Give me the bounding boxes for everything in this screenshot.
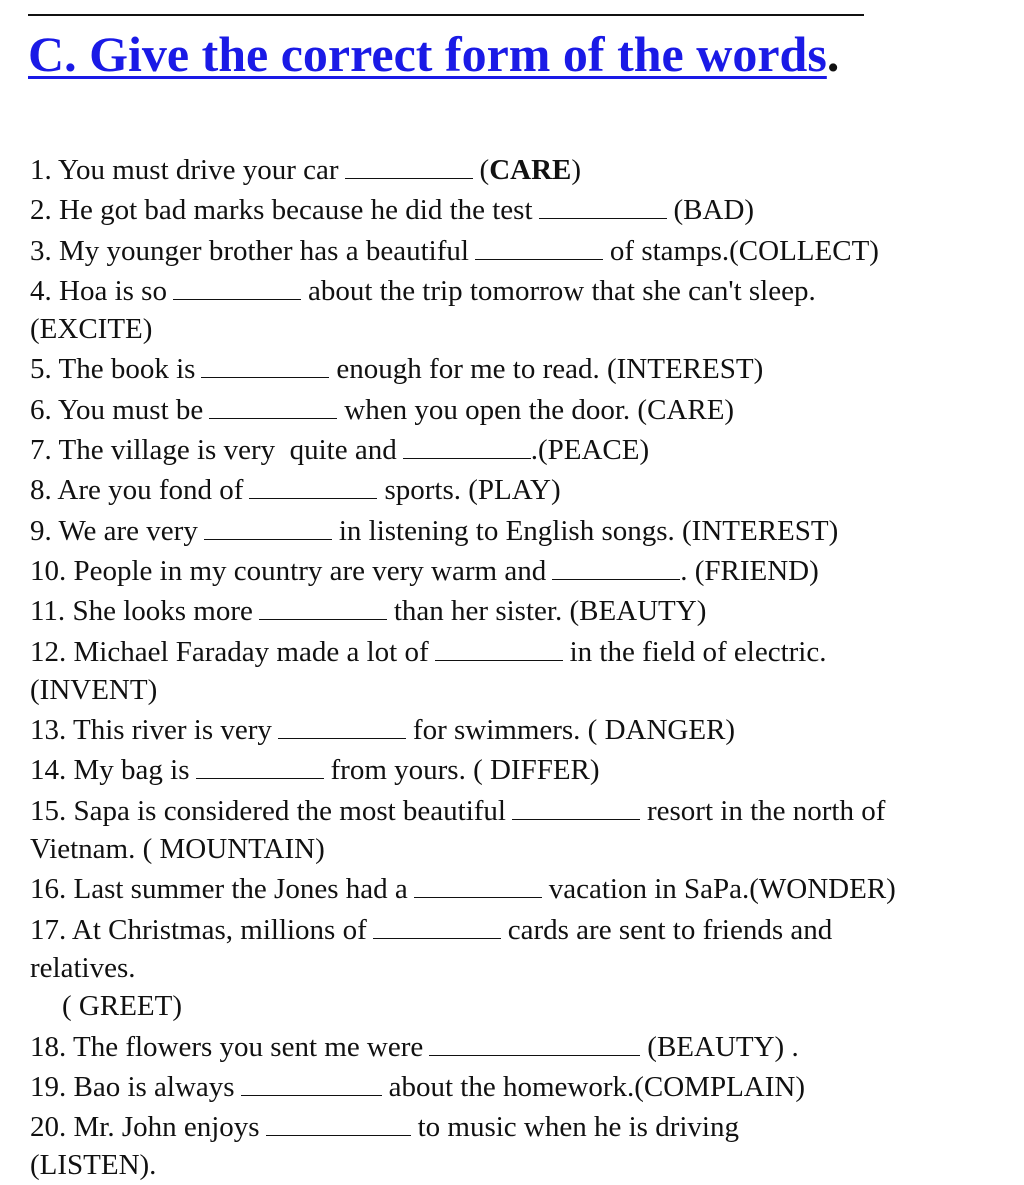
- item-text-before: My younger brother has a beautiful: [59, 234, 469, 267]
- answer-blank[interactable]: [435, 631, 563, 661]
- item-text-before: People in my country are very warm and: [73, 554, 547, 587]
- exercise-item-20-continued: [30, 1146, 1010, 1184]
- exercise-item-5: [30, 348, 1010, 388]
- item-number: 7.: [30, 434, 52, 467]
- item-text-after: .(PEACE): [530, 434, 650, 467]
- answer-blank[interactable]: [173, 270, 301, 300]
- item-text-after: than her sister. (BEAUTY): [393, 595, 707, 628]
- item-number: 18.: [30, 1030, 67, 1063]
- item-text-after: (BAD): [673, 194, 755, 227]
- root-word: CARE: [489, 154, 572, 186]
- exercise-item-4-continued: [30, 310, 1010, 348]
- exercise-item-2: [30, 189, 1010, 229]
- section-title: C. Give the correct form of the words: [28, 26, 827, 82]
- section-heading: [28, 22, 839, 86]
- item-number: 4.: [30, 274, 52, 307]
- answer-blank[interactable]: [414, 868, 542, 898]
- item-text-after: from yours. ( DIFFER): [330, 754, 600, 787]
- item-number: 2.: [30, 194, 52, 227]
- item-text-after: in listening to English songs. (INTEREST): [338, 514, 839, 547]
- answer-blank[interactable]: [512, 790, 640, 820]
- top-divider: [28, 14, 864, 16]
- exercise-item-17-continued: [30, 949, 1010, 987]
- item-text-cont: ( GREET): [62, 990, 182, 1023]
- answer-blank[interactable]: [552, 550, 680, 580]
- exercise-list: [30, 149, 1010, 1185]
- item-number: 15.: [30, 794, 67, 827]
- item-text-before: Hoa is so: [59, 274, 167, 307]
- item-text-after: when you open the door. (CARE): [344, 393, 735, 426]
- exercise-item-1: 1. You must drive your car (CARE): [30, 149, 1010, 189]
- item-text-before: The flowers you sent me were: [72, 1030, 424, 1063]
- item-text-before: He got bad marks because he did the test: [59, 194, 533, 227]
- item-text-cont: (LISTEN).: [30, 1149, 157, 1182]
- item-number: 13.: [30, 714, 67, 747]
- item-text-before: You must be: [57, 393, 204, 426]
- item-text-cont: relatives.: [30, 951, 136, 984]
- exercise-item-16: [30, 868, 1010, 908]
- item-text-cont: Vietnam. ( MOUNTAIN): [30, 833, 325, 866]
- answer-blank[interactable]: [373, 909, 501, 939]
- item-text-before: She looks more: [72, 595, 253, 628]
- item-text-before: The village is very quite and: [58, 434, 397, 467]
- exercise-item-12-continued: [30, 671, 1010, 709]
- item-text-after: sports. (PLAY): [384, 474, 561, 507]
- item-text-after: for swimmers. ( DANGER): [412, 714, 736, 747]
- exercise-item-19: [30, 1066, 1010, 1106]
- item-text-before: At Christmas, millions of: [71, 913, 367, 946]
- item-text-before: We are very: [58, 514, 198, 547]
- answer-blank[interactable]: [539, 189, 667, 219]
- exercise-item-18: [30, 1026, 1010, 1066]
- item-text-after: to music when he is driving: [417, 1111, 739, 1144]
- item-text-after: in the field of electric.: [569, 635, 827, 668]
- item-text-after: cards are sent to friends and: [507, 913, 833, 946]
- item-number: 16.: [30, 873, 67, 906]
- answer-blank[interactable]: [241, 1066, 382, 1096]
- item-text-before: You must drive your car: [57, 154, 339, 186]
- item-number: 17.: [30, 913, 67, 946]
- exercise-item-3: [30, 230, 1010, 270]
- answer-blank[interactable]: [266, 1106, 411, 1136]
- item-number: 5.: [30, 353, 52, 386]
- item-text-cont: (INVENT): [30, 673, 158, 706]
- item-text-before: Mr. John enjoys: [73, 1111, 260, 1144]
- item-text-before: My bag is: [73, 754, 190, 787]
- item-text-before: This river is very: [72, 714, 272, 747]
- exercise-item-7: [30, 429, 1010, 469]
- item-number: 3.: [30, 234, 52, 267]
- item-text-before: Bao is always: [73, 1070, 235, 1103]
- item-text-after: (BEAUTY) .: [647, 1030, 799, 1063]
- answer-blank[interactable]: [429, 1026, 640, 1056]
- item-number: 19.: [30, 1070, 67, 1103]
- exercise-item-14: [30, 749, 1010, 789]
- item-text-after: about the homework.(COMPLAIN): [388, 1070, 806, 1103]
- item-number: 9.: [30, 514, 52, 547]
- item-number: 1.: [30, 154, 52, 186]
- exercise-item-6: [30, 389, 1010, 429]
- item-number: 8.: [30, 474, 52, 507]
- item-text-after: vacation in SaPa.(WONDER): [548, 873, 896, 906]
- exercise-item-4: [30, 270, 1010, 310]
- exercise-item-9: [30, 510, 1010, 550]
- section-title-period: .: [826, 26, 840, 82]
- answer-blank[interactable]: [475, 230, 603, 260]
- exercise-item-15: [30, 790, 1010, 830]
- item-text-before: The book is: [58, 353, 196, 386]
- item-text-cont: (EXCITE): [30, 313, 153, 346]
- item-text-after: about the trip tomorrow that she can't sleep.: [307, 274, 816, 307]
- item-number: 12.: [30, 635, 67, 668]
- exercise-item-12: [30, 631, 1010, 671]
- exercise-item-15-continued: [30, 830, 1010, 868]
- exercise-item-20: [30, 1106, 1010, 1146]
- exercise-item-8: [30, 469, 1010, 509]
- exercise-item-17-continued-2: [30, 987, 1010, 1025]
- item-text-after: . (FRIEND): [680, 554, 819, 587]
- answer-blank[interactable]: [345, 149, 473, 179]
- item-number: 20.: [30, 1111, 67, 1144]
- answer-blank[interactable]: [209, 389, 337, 419]
- answer-blank[interactable]: [204, 510, 332, 540]
- answer-blank[interactable]: [249, 469, 377, 499]
- answer-blank[interactable]: [403, 429, 531, 459]
- item-text-before: Are you fond of: [57, 474, 244, 507]
- answer-blank[interactable]: [278, 709, 406, 739]
- exercise-item-10: [30, 550, 1010, 590]
- item-text-before: Last summer the Jones had a: [73, 873, 408, 906]
- answer-blank[interactable]: [196, 749, 324, 779]
- item-text-after: enough for me to read. (INTEREST): [336, 353, 764, 386]
- item-number: 6.: [30, 393, 52, 426]
- exercise-item-11: [30, 590, 1010, 630]
- item-number: 14.: [30, 754, 67, 787]
- item-text-after: of stamps.(COLLECT): [609, 234, 879, 267]
- answer-blank[interactable]: [201, 348, 329, 378]
- exercise-item-17: [30, 909, 1010, 949]
- answer-blank[interactable]: [259, 590, 387, 620]
- item-text-before: Sapa is considered the most beautiful: [73, 794, 506, 827]
- item-number: 10.: [30, 554, 67, 587]
- exercise-item-13: [30, 709, 1010, 749]
- item-text-after: resort in the north of: [646, 794, 886, 827]
- item-text-before: Michael Faraday made a lot of: [73, 635, 429, 668]
- item-number: 11.: [30, 595, 66, 628]
